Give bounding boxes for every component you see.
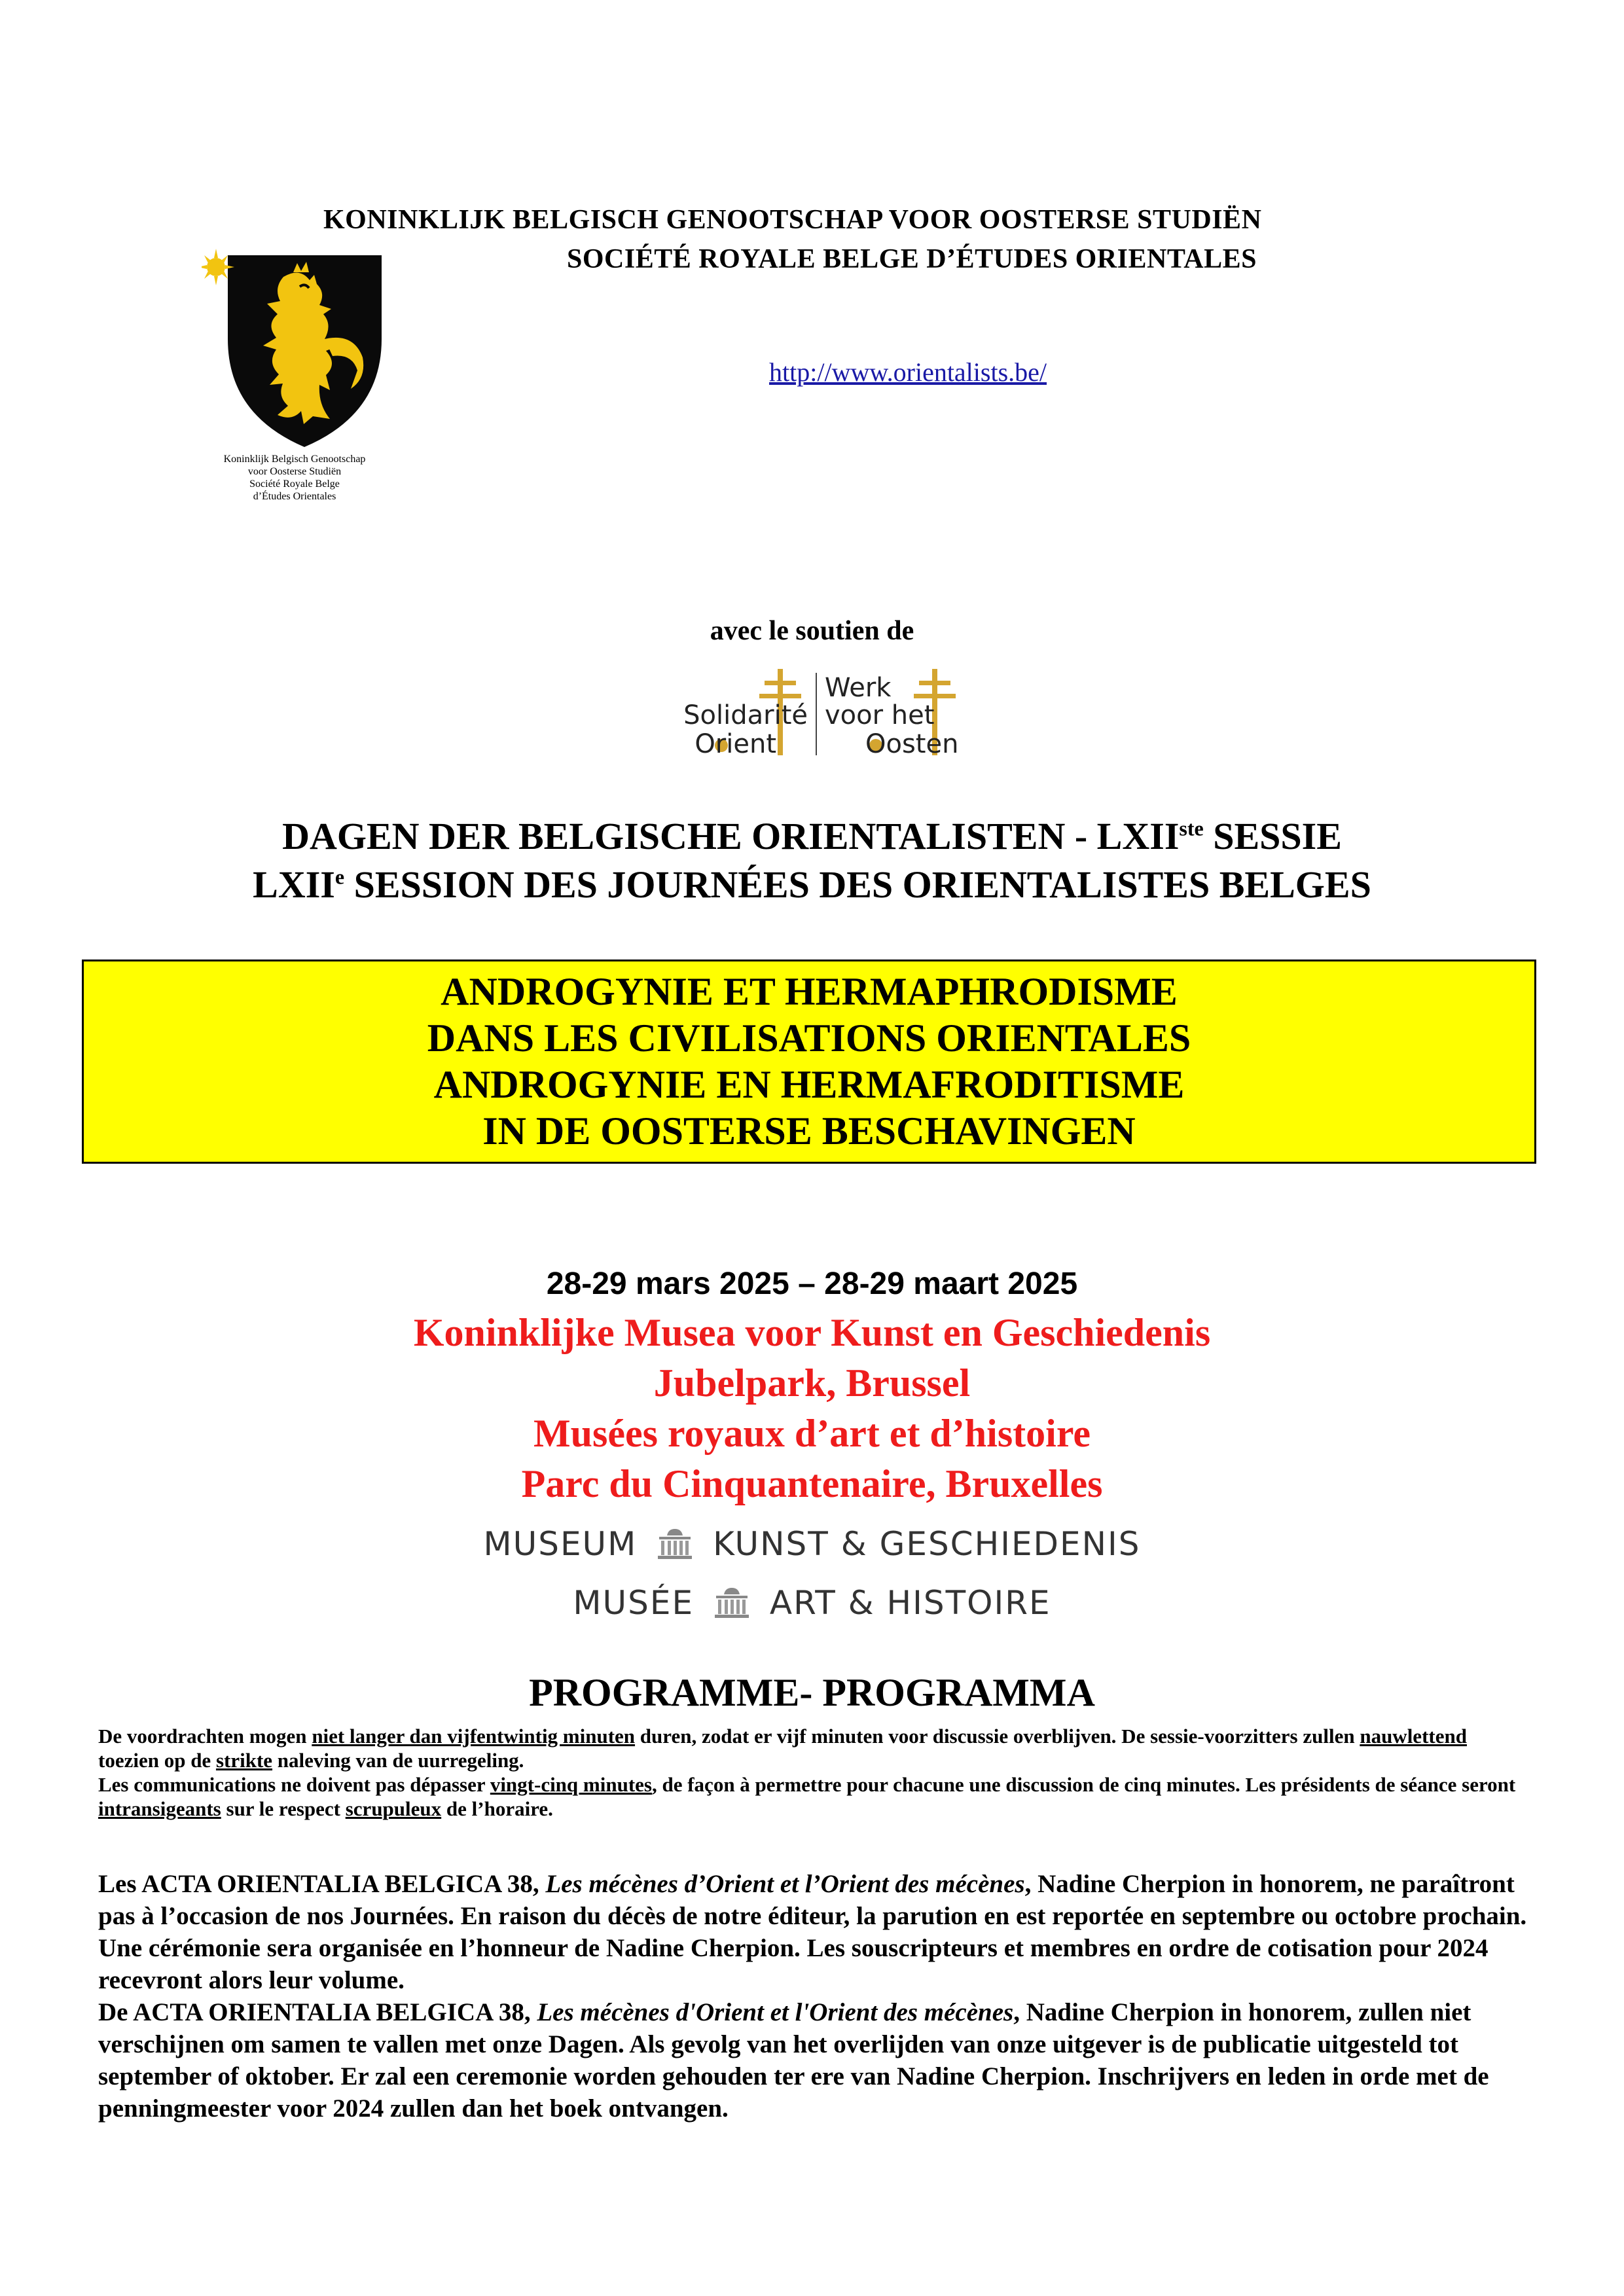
acta-notice	[98, 1868, 1538, 2125]
programme-title: PROGRAMME- PROGRAMMA	[529, 1671, 1095, 1714]
theme-line: IN DE OOSTERSE BESCHAVINGEN	[482, 1109, 1136, 1153]
theme-line: ANDROGYNIE EN HERMAFRODITISME	[433, 1063, 1185, 1106]
acta-notice-nl: De ACTA ORIENTALIA BELGICA 38, Les mécènes d'Orient et l'Orient des mécènes, Nadine Cherpion in honorem, zullen niet verschijnen om samen te vallen met onze Dagen. Als gevolg van het overlijden van onze uitgever is de publicatie uitgesteld tot september of oktober. Er zal een ceremonie worden gehouden ter ere van Nadine Cherpion. Inschrijvers en leden in orde met de penningmeester voor 2024 zullen dan het boek ontvangen.	[98, 1998, 1489, 2123]
crest-caption-line: voor Oosterse Studiën	[247, 466, 342, 477]
museum-building-icon	[712, 1585, 751, 1619]
sponsor-text-voor-het: voor het	[825, 700, 935, 730]
rules-text	[98, 1724, 1532, 1821]
museum-building-icon	[655, 1526, 695, 1560]
sponsor-text-werk: Werk	[825, 673, 892, 703]
sponsor-text-solidarite: Solidarité	[683, 700, 808, 730]
crest-caption-line: Société Royale Belge	[249, 478, 340, 490]
museum-logo-nl: MUSEUM KUNST & GESCHIEDENIS	[483, 1525, 1141, 1563]
session-heading-fr: LXIIe SESSION DES JOURNÉES DES ORIENTALISTES BELGES	[253, 863, 1371, 906]
sponsor-text-oosten: Oosten	[865, 729, 959, 759]
theme-box	[82, 960, 1536, 1164]
sponsor-logo	[668, 664, 969, 762]
venue-line: Musées royaux d’art et d’histoire	[533, 1412, 1091, 1455]
venue-line: Koninklijke Musea voor Kunst en Geschiedenis	[413, 1311, 1211, 1354]
rules-nl: De voordrachten mogen niet langer dan vijfentwintig minuten duren, zodat er vijf minuten voor discussie overblijven. De sessie-voorzitters zullen nauwlettend toezien op de strikte naleving van de uurregeling.	[98, 1725, 1467, 1772]
rules-fr: Les communications ne doivent pas dépasser vingt-cinq minutes, de façon à permettre pour chacune une discussion de cinq minutes. Les présidents de séance seront intransigeants sur le respect scrupuleux de l’horaire.	[98, 1773, 1516, 1820]
society-name-fr: SOCIÉTÉ ROYALE BELGE D’ÉTUDES ORIENTALES	[567, 244, 1257, 274]
crest-caption-line: d’Études Orientales	[253, 491, 336, 502]
venue-line: Parc du Cinquantenaire, Bruxelles	[521, 1462, 1103, 1505]
crest-caption-line: Koninklijk Belgisch Genootschap	[223, 454, 366, 465]
theme-line: ANDROGYNIE ET HERMAPHRODISME	[441, 970, 1178, 1013]
crest-caption	[190, 453, 399, 503]
acta-notice-fr: Les ACTA ORIENTALIA BELGICA 38, Les mécènes d’Orient et l’Orient des mécènes, Nadine Cherpion in honorem, ne paraîtront pas à l’occasion de nos Journées. En raison du décès de notre éditeur, la parution en est reportée en septembre ou octobre prochain. Une cérémonie sera organisée en l’honneur de Nadine Cherpion. Les souscripteurs et membres en ordre de cotisation pour 2024 recevront alors leur volume.	[98, 1870, 1527, 1994]
event-dates: 28-29 mars 2025 – 28-29 maart 2025	[546, 1266, 1078, 1301]
venue	[0, 1308, 1624, 1509]
session-heading-nl: DAGEN DER BELGISCHE ORIENTALISTEN - LXIIste SESSIE	[282, 815, 1342, 857]
museum-logo-fr: MUSÉE ART & HISTOIRE	[573, 1584, 1051, 1622]
website-link[interactable]: http://www.orientalists.be/	[769, 357, 1047, 387]
support-label: avec le soutien de	[710, 616, 914, 646]
theme-line: DANS LES CIVILISATIONS ORIENTALES	[427, 1016, 1191, 1060]
venue-line: Jubelpark, Brussel	[653, 1361, 971, 1405]
society-crest-logo	[202, 241, 391, 450]
sponsor-text-orient: Orient	[695, 729, 776, 759]
society-name-nl: KONINKLIJK BELGISCH GENOOTSCHAP VOOR OOSTERSE STUDIËN	[323, 205, 1262, 235]
